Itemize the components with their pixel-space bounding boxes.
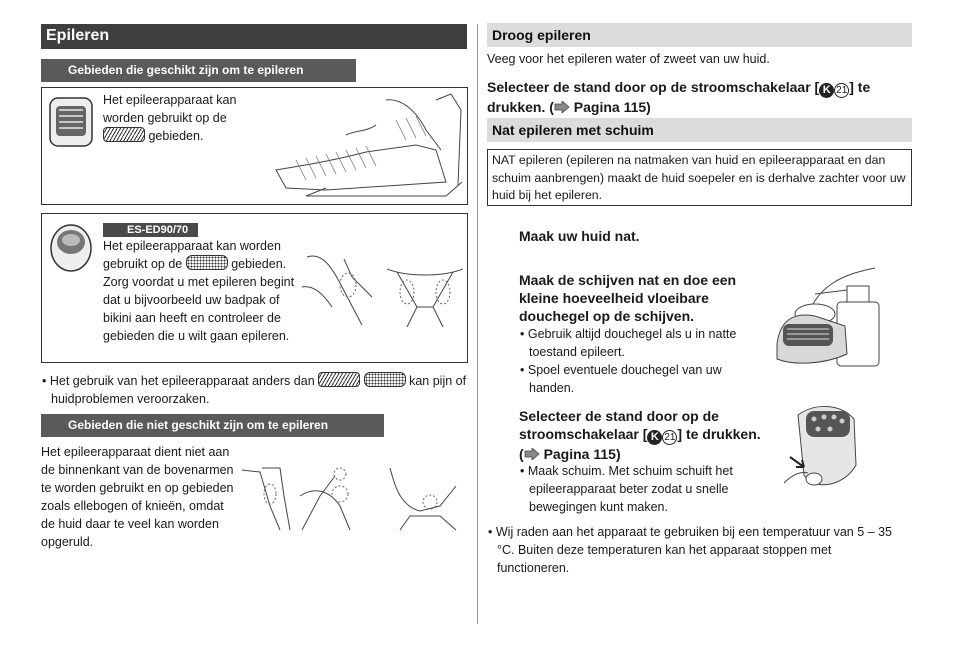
box1-text: Het epileerapparaat kan worden gebruikt op de gebieden. [103,93,237,143]
k-switch-icon: K [819,83,834,98]
suitable-areas-header-text: Gebieden die geschikt zijn om te epileren [68,63,304,77]
list-item: • Gebruik altijd douchegel als u in natte toestand epileert. [520,327,737,359]
legs-illustration [266,90,464,202]
model-tag: ES-ED90/70 [103,220,198,238]
page-arrow-icon [524,448,540,460]
foam-illustration [784,405,860,491]
page-link[interactable]: Pagina 115) [543,446,621,462]
list-item: • Spoel eventuele douchegel van uw handen. [520,363,722,395]
k-switch-icon: K [647,430,662,445]
hatched-area-icon [318,372,360,387]
list-item: • Maak schuim. Met schuim schuift het epileerapparaat beter zodat u snelle bewegingen kunt maken. [520,464,733,514]
dry-epilation-step: Selecteer de stand door op de stroomschakelaar [ K 21 ] te drukken. ( Pagina 115) [487,79,871,115]
page-link[interactable]: Pagina 115) [573,99,651,115]
warning-note: • Het gebruik van het epileerapparaat anders dan kan pijn of huidproblemen veroorzaken. [42,374,467,406]
page-arrow-icon [554,101,570,113]
column-divider [477,24,478,624]
epilator-head-icon [48,96,94,148]
bikini-illustration [387,247,463,327]
shaver-head-icon [48,222,94,274]
section-title-text: Epileren [46,27,110,44]
unsuitable-areas-text: Het epileerapparaat dient niet aan de binnenkant van de bovenarmen te worden gebruikt en op gebieden zoals ellebogen of knieën, omdat de huid daar te veel kan worden opgeruld. [41,445,234,549]
wet-epilation-info-box: NAT epileren (epileren na natmaken van huid en epileerapparaat en dan schuim aanbrengen) maakt de huid soepeler en is derhalve zachter voor uw huid bij het epileren. [487,149,912,206]
hatched-area-icon [103,127,145,142]
dry-epilation-header [487,23,912,47]
box2-text: Het epileerapparaat kan worden gebruikt op de gebieden. Zorg voordat u met epileren begint dat u bijvoorbeeld uw badpak of bikini aan heeft en controleer de gebieden die u wilt gaan epileren. [103,239,295,343]
wet-epilation-header [487,118,912,142]
wet-epilation-header-text: Nat epileren met schuim [492,122,654,138]
section-title-epileren [41,24,467,49]
step-number-icon: 21 [836,85,848,96]
gel-illustration [775,264,885,368]
step-1: Maak uw huid nat. [519,228,640,244]
dotted-area-icon [186,255,228,270]
step-2-title: Maak de schijven nat en doe een kleine hoeveelheid vloeibare douchegel op de schijven. [519,272,737,324]
unsuitable-areas-header [41,414,384,437]
step-3-bullets [519,462,759,516]
dry-epilation-header-text: Droog epileren [492,27,591,43]
temperature-note: • Wij raden aan het apparaat te gebruiken bij een temperatuur van 5 – 35 °C. Buiten deze temperaturen kan het apparaat stoppen met functioneren. [488,525,892,575]
unsuitable-areas-illustrations [240,466,458,532]
suitable-areas-header [41,59,356,82]
step-3-title: Selecteer de stand door op de stroomschakelaar [ K 21 ] te drukken. ( Pagina 115) [519,408,761,462]
dry-epilation-text: Veeg voor het epileren water of zweet van uw huid. [487,52,770,66]
underarm-illustration [302,247,378,327]
unsuitable-areas-header-text: Gebieden die niet geschikt zijn om te epileren [68,418,329,432]
step-number-icon: 21 [664,432,676,443]
dotted-area-icon [364,372,406,387]
suitable-areas-box-1 [41,87,468,205]
suitable-areas-box-2 [41,213,468,363]
step-2-bullets [519,325,769,397]
